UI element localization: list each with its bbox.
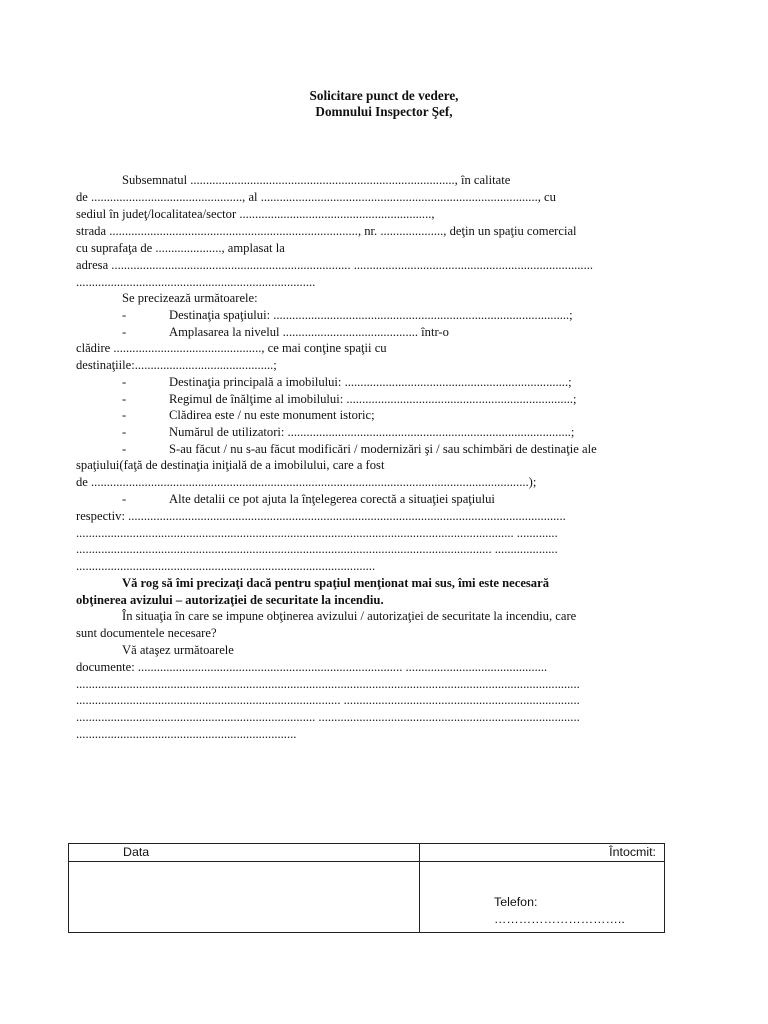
intro-line-2: de ................................................, al ........................................................................................, cu <box>76 190 556 204</box>
detail-modificari-3: de ...........................................................................................................................................); <box>76 475 537 489</box>
request-dots-1: ................................................................................................................................................................ <box>76 677 580 691</box>
detail-respectiv: respectiv: ........................................................................................................................................... <box>76 509 566 523</box>
request-attach: Vă ataşez următoarele <box>122 643 234 657</box>
request-bold-1: Vă rog să îmi precizaţi dacă pentru spaţiul menţionat mai sus, îmi este necesară <box>122 576 549 590</box>
list-dash: - <box>122 425 127 439</box>
request-dots-2: .................................................................................... ........................................................................... <box>76 693 580 707</box>
request-question-1: În situaţia în care se impune obţinerea avizului / autorizaţiei de securitate la incendiu, care <box>122 609 577 623</box>
detail-destinatiile: destinaţiile:............................................; <box>76 358 277 372</box>
request-dots-3: ............................................................................ ................................................................................... <box>76 710 580 724</box>
list-dash: - <box>122 375 127 389</box>
detail-monument: Clădirea este / nu este monument istoric; <box>169 408 375 422</box>
detail-destinatia-principala: Destinaţia principală a imobilului: .......................................................................; <box>169 375 572 389</box>
telefon-label: Telefon: ………………………….. <box>420 861 665 932</box>
signature-table <box>68 843 665 933</box>
detail-modificari: S-au făcut / nu s-au făcut modificări / modernizări şi / sau schimbări de destinaţie ale <box>169 442 597 456</box>
detail-alte: Alte detalii ce pot ajuta la înţelegerea corectă a situaţiei spaţiului <box>169 492 495 506</box>
document-title-line1: Solicitare punct de vedere, <box>309 88 459 103</box>
request-documente: documente: .................................................................................... ............................................. <box>76 660 548 674</box>
list-dash: - <box>122 392 127 406</box>
detail-cladire: clădire ..............................................., ce mai conţine spaţii cu <box>76 341 387 355</box>
intro-line-5: cu suprafaţa de ....................., amplasat la <box>76 241 285 255</box>
detail-regimul: Regimul de înălţime al imobilului: ........................................................................; <box>169 392 577 406</box>
intro-line-7: ............................................................................ <box>76 275 316 289</box>
detail-dots-2: .................................................................................................................................... .................... <box>76 542 558 556</box>
intro-line-6: adresa ............................................................................ ............................................................................ <box>76 258 594 272</box>
request-question-2: sunt documentele necesare? <box>76 626 217 640</box>
request-dots-4: ...................................................................... <box>76 727 297 741</box>
list-dash: - <box>122 408 127 422</box>
intro-line-3: sediul în judeţ/localitatea/sector ............................................................., <box>76 207 435 221</box>
detail-modificari-2: spaţiului(faţă de destinaţia iniţială de a imobilului, care a fost <box>76 458 385 472</box>
detail-amplasarea: Amplasarea la nivelul ........................................... într-o <box>169 325 449 339</box>
intocmit-label: Întocmit: <box>420 844 665 862</box>
detail-dots-1: ........................................................................................................................................... ............. <box>76 526 558 540</box>
intro-line-1: Subsemnatul ...................................................................................., în calitate <box>122 173 511 187</box>
list-dash: - <box>122 442 127 456</box>
intro-line-4: strada ..............................................................................., nr. ...................., deţin un spaţiu comercial <box>76 224 577 238</box>
document-title-line2: Domnului Inspector Şef, <box>315 104 453 119</box>
data-cell <box>69 861 420 932</box>
list-dash: - <box>122 325 127 339</box>
list-dash: - <box>122 308 127 322</box>
detail-destinatia: Destinaţia spaţiului: ..............................................................................................; <box>169 308 573 322</box>
detail-utilizatori: Numărul de utilizatori: ..........................................................................................; <box>169 425 575 439</box>
details-heading: Se precizează următoarele: <box>122 291 258 305</box>
data-label: Data <box>69 844 420 862</box>
detail-dots-3: ............................................................................................... <box>76 559 376 573</box>
list-dash: - <box>122 492 127 506</box>
request-bold-2: obţinerea avizului – autorizaţiei de securitate la incendiu. <box>76 593 384 607</box>
